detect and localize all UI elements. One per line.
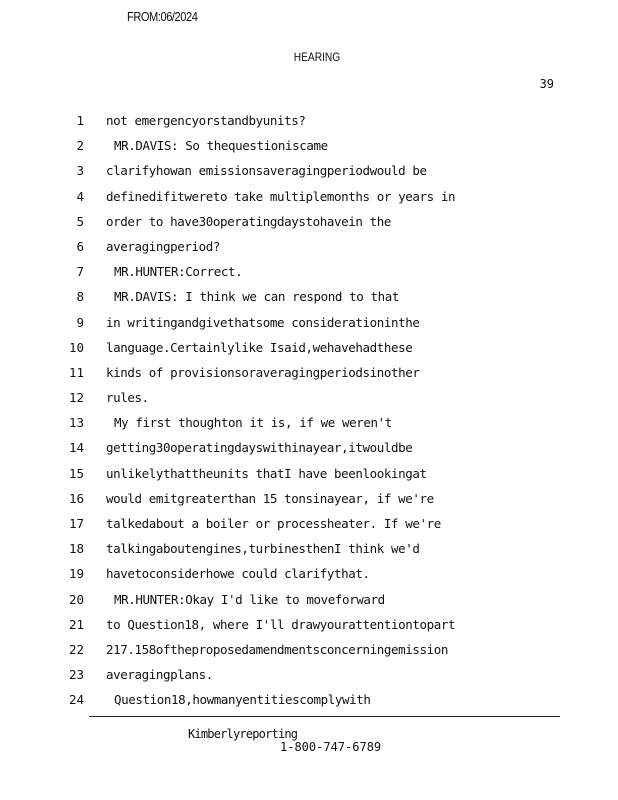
line-text: talkedabout a boiler or processheater. If we're	[106, 516, 441, 531]
line-text: in writingandgivethatsome considerationinthe	[106, 314, 420, 330]
footer-divider	[89, 716, 560, 717]
line-text: 217.158oftheproposedamendmentsconcerningemission	[106, 641, 449, 657]
line-text: havetoconsiderhowe could clarifythat.	[106, 566, 370, 582]
transcript-line	[0, 639, 618, 664]
transcript-line	[0, 110, 618, 135]
line-text: My first thoughton it is, if we weren't	[114, 415, 392, 431]
line-number: 14	[68, 440, 84, 456]
line-number: 10	[68, 339, 84, 355]
line-text: MR.HUNTER:Correct.	[114, 264, 243, 280]
line-number: 6	[76, 238, 84, 254]
line-number: 19	[68, 566, 84, 582]
line-number: 7	[76, 264, 84, 280]
line-number: 5	[76, 213, 84, 229]
transcript-line	[0, 387, 618, 412]
transcript-line	[0, 160, 618, 185]
transcript-line	[0, 312, 618, 337]
transcript-line	[0, 563, 618, 588]
transcript-line	[0, 337, 618, 362]
line-text: kinds of provisionsoraveragingperiodsinother	[106, 364, 420, 380]
line-text: rules.	[106, 390, 149, 406]
line-number: 24	[68, 692, 84, 708]
header-title: HEARING	[293, 50, 341, 64]
transcript-line	[0, 437, 618, 462]
transcript-line	[0, 286, 618, 311]
line-number: 9	[76, 314, 84, 330]
line-number: 13	[68, 415, 84, 431]
transcript-line	[0, 689, 618, 714]
line-number: 18	[68, 541, 84, 557]
transcript-line	[0, 362, 618, 387]
transcript-line	[0, 488, 618, 513]
transcript-line	[0, 211, 618, 236]
line-number: 17	[68, 516, 84, 531]
line-number: 2	[76, 138, 84, 154]
line-text: clarifyhowan emissionsaveragingperiodwould be	[106, 163, 427, 179]
line-text: not emergencyorstandbyunits?	[106, 113, 306, 128]
line-text: MR.DAVIS: I think we can respond to that	[114, 289, 400, 305]
line-number: 1	[76, 113, 84, 128]
transcript-line	[0, 412, 618, 437]
line-text: MR.HUNTER:Okay I'd like to moveforward	[114, 591, 385, 607]
footer-phone: 1-800-747-6789	[280, 740, 382, 754]
line-text: talkingaboutengines,turbinesthenI think we'd	[106, 541, 420, 557]
line-text: averagingperiod?	[106, 238, 221, 254]
line-text: unlikelythattheunits thatI have beenlookingat	[106, 465, 427, 481]
line-number: 21	[68, 616, 84, 632]
transcript-line	[0, 589, 618, 614]
footer-company: Kimberlyreporting	[188, 727, 298, 741]
line-text: MR.DAVIS: So thequestioniscame	[114, 138, 328, 154]
line-text: averagingplans.	[106, 667, 213, 683]
line-text: would emitgreaterthan 15 tonsinayear, if we're	[106, 490, 434, 506]
line-number: 3	[76, 163, 84, 179]
transcript-line	[0, 186, 618, 211]
line-number: 16	[68, 490, 84, 506]
transcript-line	[0, 236, 618, 261]
line-number: 20	[68, 591, 84, 607]
line-text: Question18,howmanyentitiescomplywith	[114, 692, 371, 708]
page-number: 39	[539, 77, 554, 91]
transcript-line	[0, 664, 618, 689]
line-number: 22	[68, 641, 84, 657]
transcript-line	[0, 135, 618, 160]
header-date: FROM:06/2024	[127, 9, 198, 24]
transcript-body	[0, 110, 618, 715]
line-text: getting30operatingdayswithinayear,itwouldbe	[106, 440, 413, 456]
line-text: definedifitwereto take multiplemonths or years in	[106, 188, 456, 204]
transcript-line	[0, 463, 618, 488]
line-number: 23	[68, 667, 84, 683]
line-number: 8	[76, 289, 84, 305]
transcript-line	[0, 513, 618, 538]
line-number: 4	[76, 188, 84, 204]
transcript-line	[0, 614, 618, 639]
transcript-line	[0, 538, 618, 563]
line-text: language.Certainlylike Isaid,wehavehadthese	[106, 339, 413, 355]
line-number: 11	[68, 364, 84, 380]
line-number: 15	[68, 465, 84, 481]
line-text: to Question18, where I'll drawyourattentiontopart	[106, 616, 456, 632]
line-number: 12	[68, 390, 84, 406]
transcript-line	[0, 261, 618, 286]
line-text: order to have30operatingdaystohavein the	[106, 213, 392, 229]
